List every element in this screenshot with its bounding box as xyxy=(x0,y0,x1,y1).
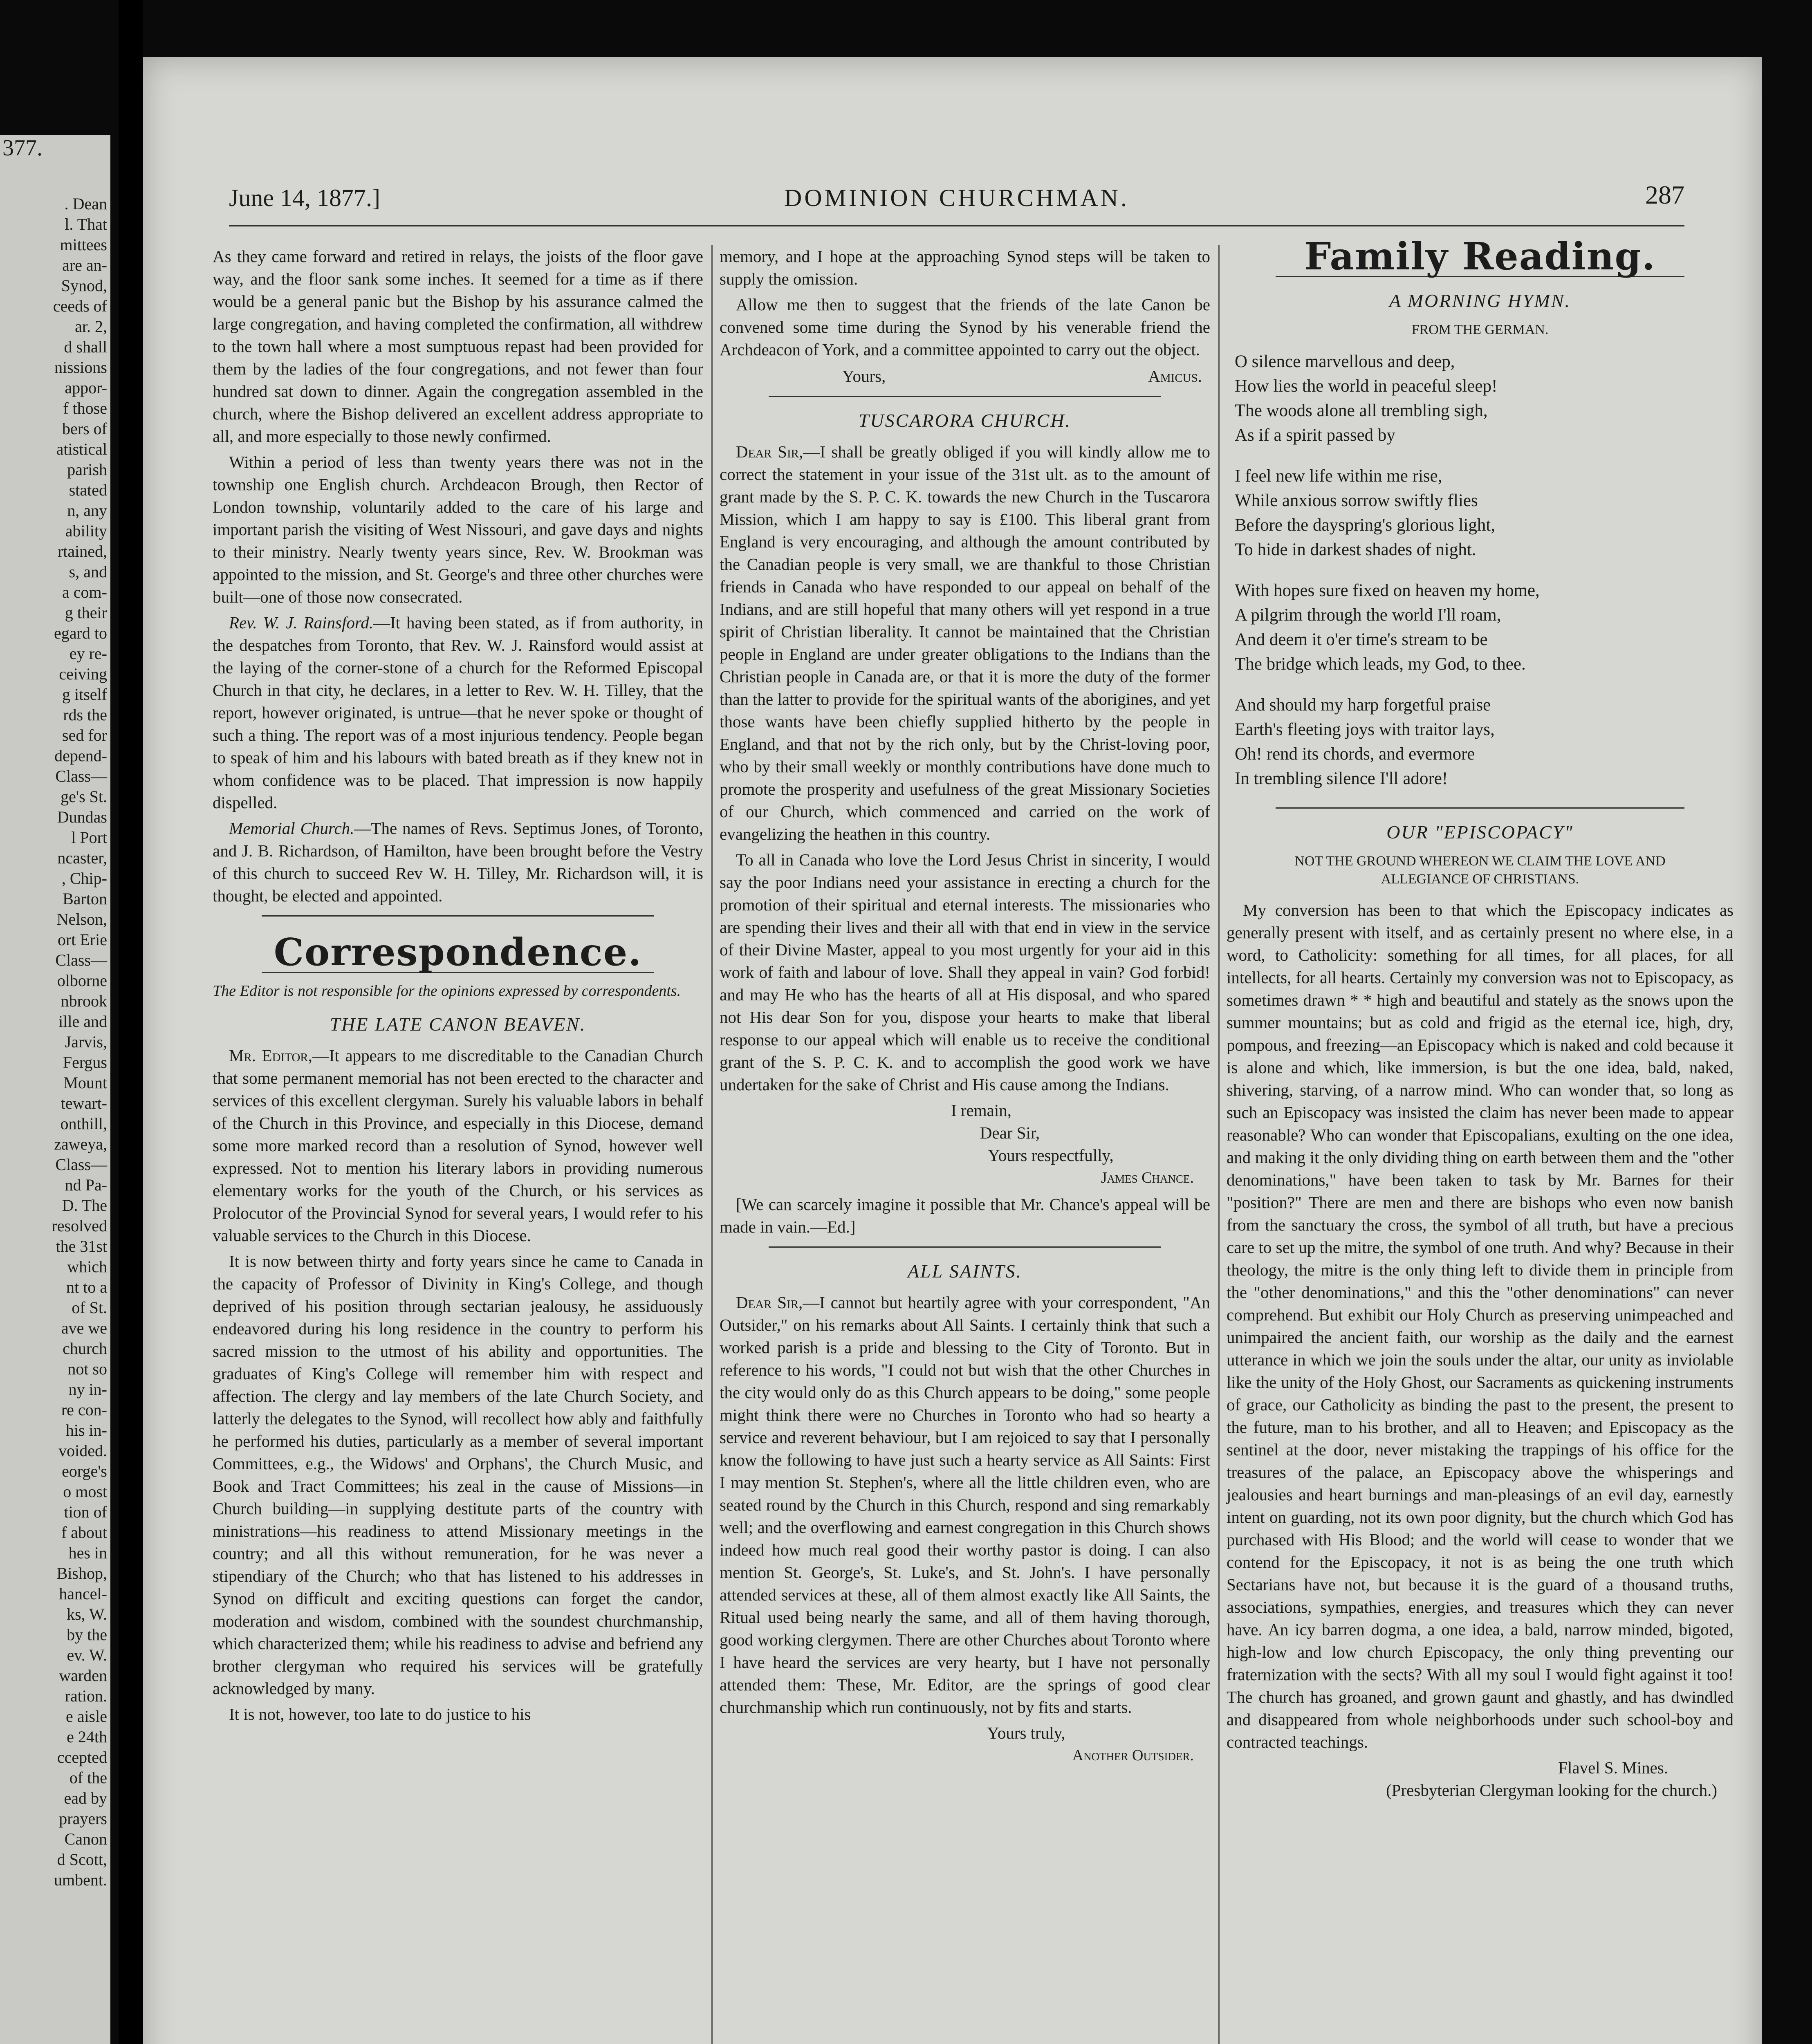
salutation: Mr. Editor, xyxy=(229,1046,312,1065)
poem-line: In trembling silence I'll adore! xyxy=(1235,769,1448,788)
adjacent-page-line: eorge's xyxy=(62,1462,107,1480)
adjacent-page-line: nbrook xyxy=(61,992,107,1010)
adjacent-page-line: ey re- xyxy=(69,644,107,663)
divider xyxy=(1276,807,1684,809)
adjacent-page-line: a com- xyxy=(62,583,107,601)
adjacent-page-line: ev. W. xyxy=(67,1646,107,1664)
adjacent-page-line: ccepted xyxy=(57,1748,107,1766)
adjacent-page-line: stated xyxy=(69,481,107,499)
divider xyxy=(769,396,1161,397)
adjacent-page-line: Barton xyxy=(63,890,107,908)
adjacent-page-line: parish xyxy=(67,460,107,479)
signature: Amicus. xyxy=(1148,367,1202,385)
closing: Yours, xyxy=(842,367,886,385)
item-heading: Rev. W. J. Rainsford. xyxy=(229,613,374,632)
adjacent-page-line: Fergus xyxy=(63,1053,107,1071)
poem-line: And deem it o'er time's stream to be xyxy=(1235,630,1488,649)
adjacent-page-line: rtained, xyxy=(57,542,107,560)
adjacent-page-line: e 24th xyxy=(67,1728,107,1746)
adjacent-page-line: Jarvis, xyxy=(65,1033,107,1051)
adjacent-page-line: o most xyxy=(63,1482,107,1501)
article-title: OUR "EPISCOPACY" xyxy=(1386,822,1574,843)
adjacent-page-line: ead by xyxy=(64,1789,107,1807)
adjacent-page-line: the 31st xyxy=(56,1237,107,1255)
adjacent-page-line: onthill, xyxy=(60,1114,107,1133)
adjacent-page-line: olborne xyxy=(57,971,107,990)
adjacent-page-line: depend- xyxy=(54,746,107,765)
poem-line: Earth's fleeting joys with traitor lays, xyxy=(1235,720,1495,739)
adjacent-page-lines xyxy=(0,194,110,1890)
adjacent-page-line: bers of xyxy=(62,419,107,438)
poem-stanza xyxy=(1235,578,1734,677)
column-right xyxy=(1227,234,1734,1802)
adjacent-page-line: e aisle xyxy=(65,1707,107,1726)
signature: Another Outsider. xyxy=(1072,1747,1194,1764)
paragraph-text: —The names of Revs. Septimus Jones, of Toronto, and J. B. Richardson, of Hamilton, have been brought before the Vestry of this church to succeed Rev W. H. Tilley, Mr. Richardson will, it is thought, be elected and appointed. xyxy=(213,819,703,905)
salutation: Dear Sir, xyxy=(736,1293,803,1312)
paragraph: Within a period of less than twenty years there was not in the township one English church. Archdeacon Brough, then Rector of London township, voluntarily added to the care of his large and important parish the visiting of West Nissouri, and gave days and nights to their ministry. Nearly twenty years since, Rev. W. Brookman was appointed to the mission, and St. George's and three other churches were built—one of those now consecrated. xyxy=(213,453,703,606)
paragraph: As they came forward and retired in relays, the joists of the floor gave way, and the floor sank some inches. It seemed for a time as if there would be a general panic but the Bishop by his assurance calmed the large congregation, and having completed the confirmation, all withdrew to the town hall where a most sumptuous repast had been provided for them by the ladies of the four congregations, and not fewer than four hundred sat down to dinner. Again the congregation assembled in the church, where the Bishop delivered an excellent address appropriate to all, and more especially to those newly confirmed. xyxy=(213,247,703,446)
adjacent-page-line: church xyxy=(63,1339,107,1358)
paragraph: It is now between thirty and forty years since he came to Canada in the capacity of Professor of Divinity in King's College, and though deprived of his position through sectarian jealousy, he assiduously endeavored during his long residence in the country to perform his sacred mission to the utmost of his ability and opportunities. The graduates of King's College will remember him with respect and affection. The clergy and lay members of the late Church Society, and latterly the delegates to the Synod, will recollect how ably and faithfully he performed his duties, particularly as a member of several important Committees, e.g., the Widows' and Orphans', the Church Music, and Book and Tract Committees; his zeal in the cause of Missions—in Church building—in supplying destitute parts of the country with ministrations—his readiness to attend Missionary meetings in the country; and all this without remuneration, for he was never a stipendiary of the Church; who that has listened to his addresses in Synod on difficult and exciting questions can forget the candor, moderation and wisdom, combined with the soundest churchmanship, which characterized them; while his readiness to advise and befriend any brother clergyman who required his services will be gratefully acknowledged by many. xyxy=(213,1252,703,1698)
poem-stanza xyxy=(1235,693,1734,791)
poem-line: The bridge which leads, my God, to thee. xyxy=(1235,654,1526,674)
adjacent-page-line: Bishop, xyxy=(56,1564,107,1582)
page-number: 287 xyxy=(1645,180,1684,209)
adjacent-page-line: Mount xyxy=(63,1074,107,1092)
adjacent-page-line: nissions xyxy=(54,358,107,377)
adjacent-page-line: ar. 2, xyxy=(75,317,107,336)
adjacent-page-line: nd Pa- xyxy=(65,1176,107,1194)
adjacent-page-line: ks, W. xyxy=(67,1605,107,1623)
binding-gutter xyxy=(119,0,143,2044)
adjacent-page-line: zaweya, xyxy=(54,1135,107,1153)
adjacent-page-line: nt to a xyxy=(66,1278,107,1296)
adjacent-page-line: tion of xyxy=(64,1503,107,1521)
column-middle xyxy=(720,245,1210,1771)
adjacent-page-line: d Scott, xyxy=(57,1850,107,1869)
adjacent-page-line: prayers xyxy=(59,1809,107,1828)
poem-line: And should my harp forgetful praise xyxy=(1235,695,1491,715)
article-title: ALL SAINTS. xyxy=(907,1261,1023,1282)
closing: Yours truly, xyxy=(987,1724,1065,1742)
adjacent-page-line: Dundas xyxy=(57,808,107,826)
paragraph-text: —It appears to me discreditable to the Canadian Church that some permanent memorial has not been erected to the character and services of this excellent clergyman. Surely his valuable labors in behalf of the Church in this Province, and especially in this Diocese, demand some more marked record than a resolution of Synod, however well expressed. Not to mention his literary labors in providing numerous elementary works for the youth of the Church, or his services as Prolocutor of the Provincial Synod for several years, I would refer to his valuable services to the Church in this Diocese. xyxy=(213,1046,703,1245)
adjacent-page-line: Synod, xyxy=(61,276,107,295)
adjacent-page-line: ceeds of xyxy=(53,297,107,315)
closing: Dear Sir, xyxy=(980,1123,1040,1142)
adjacent-page-line: atistical xyxy=(56,440,107,458)
adjacent-page-line: ge's St. xyxy=(61,787,107,806)
section-heading-family-reading: Family Reading. xyxy=(1304,234,1656,278)
paragraph: It is not, however, too late to do justice to his xyxy=(229,1705,531,1724)
adjacent-page-line: tewart- xyxy=(61,1094,107,1112)
adjacent-page-line: D. The xyxy=(62,1196,107,1215)
adjacent-page-line: ille and xyxy=(58,1012,107,1031)
poem-line: As if a spirit passed by xyxy=(1235,426,1395,445)
paragraph: Allow me then to suggest that the friends of the late Canon be convened some time during the Synod by his venerable friend the Archdeacon of York, and a committee appointed to carry out the object. xyxy=(720,295,1210,359)
poem-source: FROM THE GERMAN. xyxy=(1411,322,1549,337)
adjacent-page-line: umbent. xyxy=(54,1871,107,1889)
masthead-title: DOMINION CHURCHMAN. xyxy=(784,184,1130,211)
editor-note: [We can scarcely imagine it possible that Mr. Chance's appeal will be made in vain.—Ed.] xyxy=(720,1195,1210,1236)
signature-note: (Presbyterian Clergyman looking for the church.) xyxy=(1386,1781,1717,1800)
page-header xyxy=(229,180,1684,226)
adjacent-page-line: Class— xyxy=(55,1155,107,1174)
signature-block xyxy=(842,365,1202,388)
adjacent-page-line: Class— xyxy=(55,767,107,785)
poem-line: I feel new life within me rise, xyxy=(1235,466,1442,486)
adjacent-page-line: n, any xyxy=(67,501,107,520)
column-rule xyxy=(1218,245,1220,2044)
item-heading: Memorial Church. xyxy=(229,819,354,838)
poem-line: O silence marvellous and deep, xyxy=(1235,352,1455,371)
poem-line: Oh! rend its chords, and evermore xyxy=(1235,744,1475,764)
paragraph xyxy=(213,817,703,907)
adjacent-page-line: ny in- xyxy=(68,1380,107,1399)
paragraph-text: —I shall be greatly obliged if you will kindly allow me to correct the statement in your issue of the 31st ult. as to the amount of grant made by the S. P. C. K. towards the new Church in the Tuscarora Mission, which I am happy to say is £100. This liberal grant from England is very encouraging, and although the amount contributed by the Canadian people is very small, we are thankful to those Christian friends in Canada who have responded to our appeal on behalf of the Indians, and are still hopeful that many others will yet respond in a true spirit of Christian liberality. It cannot be maintained that the Christian people in England are under greater obligations to the Indians than the Christian people in Canada are, or that it is more the duty of the former than the latter to provide for the spiritual wants of the aborigines, and yet those wants have been chiefly supplied hitherto by the people in England, and that not by the rich only, but by the Christ-loving poor, who by their small weekly or monthly contributions have done much to promote the prosperity and usefulness of the great Missionary Societies of our Church, which commenced and carried on the work of evangelizing the heathen in this country. xyxy=(720,442,1210,843)
paragraph xyxy=(720,441,1210,845)
adjacent-page-line: his in- xyxy=(65,1421,107,1439)
adjacent-page-fragment xyxy=(0,135,110,2044)
adjacent-page-line: sed for xyxy=(62,726,107,744)
adjacent-page-line: voided. xyxy=(58,1441,107,1460)
adjacent-page-line: ncaster, xyxy=(57,849,107,867)
closing: I remain, xyxy=(951,1101,1011,1120)
adjacent-page-line: appor- xyxy=(65,379,107,397)
poem-line: Before the dayspring's glorious light, xyxy=(1235,515,1496,535)
paragraph: memory, and I hope at the approaching Synod steps will be taken to supply the omission. xyxy=(720,247,1210,288)
adjacent-page-line: s, and xyxy=(69,563,107,581)
article-title: TUSCARORA CHURCH. xyxy=(858,410,1072,431)
adjacent-page-line: Canon xyxy=(64,1830,107,1848)
section-heading-correspondence: Correspondence. xyxy=(274,930,642,974)
paragraph: My conversion has been to that which the Episcopacy indicates as generally present with itself, and as certainly present no where else, in a word, to Catholicity: something for all times, for all places, for all intellects, for all hearts. Certainly my conversion was not to Episcopacy, as sometimes drawn * * high and beautiful and stately as the snows upon the summer mountains; but as cold and frigid as the eternal ice, high, dry, pompous, and freezing—an Episcopacy which is naked and cold because it is alone and which, like immersion, is but the one idea, bald, naked, shivering, starving, of a narrow mind. Who can wonder that, so long as such an Episcopacy was insisted the claim has never been made to appear reasonable? Who can wonder that Episcopalians, exulting on the one idea, and making it the only dividing thing on earth between them and the "other denominations," have been taken to task by Mr. Barnes for their "position?" There are men and there are bishops who even now banish from the sanctuary the cross, the symbol of all truth, but have a precious care to set up the mitre, the symbol of one truth. And why? Because in their theology, the mitre is the only thing left to divide them in principle from the "other denominations," and this the "other denominations" can never comprehend. But exhibit our Holy Church as preserving unimpeached and unimpaired the ancient faith, our worship as the daily and the earnest utterance in which we join the souls under the altar, our unity as inviolable like the unity of the Holy Ghost, our Sacraments as quickening instruments of grace, our Catholicity as binding the past to the present, the present to the future, man to his brother, and all to Heaven; and Episcopacy as the sentinel at the door, never mistaking the trappings of his office for the treasures of the palace, an Episcopacy above the whisperings and jealousies and heart burnings and man-pleasings of an evil day, earnestly intent on guarding, not its own poor dignity, but the church which God has purchased with His Blood; and the world will cease to wonder that we contend for the Episcopacy, it not is as being the one truth which Sectarians have not, but because it is the guard of a thousand truths, associations, sympathies, energies, and treasures which they can never have. An icy barren dogma, a one idea, a bald, narrow minded, bigoted, high-low and low church Episcopacy, the only thing preventing our fraternization with the sects? With all my soul I would fight against it too! The church has groaned, and grown gaunt and ghastly, and has dwindled and disappeared from whole neighborhoods under such school-boy and contracted teachings. xyxy=(1227,901,1734,1751)
divider xyxy=(769,1246,1161,1248)
article-subtitle: NOT THE GROUND WHEREON WE CLAIM THE LOVE AND ALLEGIANCE OF CHRISTIANS. xyxy=(1294,854,1666,887)
paragraph xyxy=(213,612,703,814)
adjacent-page-line: egard to xyxy=(54,624,107,642)
adjacent-page-line: f those xyxy=(63,399,107,417)
poem-stanza xyxy=(1235,350,1734,448)
adjacent-page-line: which xyxy=(67,1257,107,1276)
adjacent-page-line: Nelson, xyxy=(56,910,107,928)
adjacent-page-line: of the xyxy=(69,1768,107,1787)
adjacent-page-line: Class— xyxy=(55,951,107,969)
poem-title: A MORNING HYMN. xyxy=(1389,290,1571,311)
adjacent-page-line: g their xyxy=(65,603,107,622)
adjacent-page-line: warden xyxy=(59,1666,107,1685)
adjacent-page-line: ceiving xyxy=(59,665,107,683)
adjacent-page-line: hes in xyxy=(68,1544,107,1562)
adjacent-page-line: not so xyxy=(67,1360,107,1378)
signature: James Chance. xyxy=(1101,1169,1194,1186)
adjacent-page-line: l Port xyxy=(71,828,107,847)
poem-stanza xyxy=(1235,464,1734,562)
adjacent-page-line: ave we xyxy=(61,1319,107,1337)
column-left xyxy=(213,245,703,1729)
header-date: June 14, 1877.] xyxy=(229,184,380,211)
editor-disclaimer: The Editor is not responsible for the opinions expressed by correspondents. xyxy=(213,982,681,1000)
poem-line: With hopes sure fixed on heaven my home, xyxy=(1235,581,1540,600)
column-rule xyxy=(711,245,713,2044)
adjacent-page-line: . Dean xyxy=(64,195,107,213)
poem-line: A pilgrim through the world I'll roam, xyxy=(1235,605,1501,625)
adjacent-page-line: d shall xyxy=(64,338,107,356)
paragraph: To all in Canada who love the Lord Jesus Christ in sincerity, I would say the poor Indians need your assistance in erecting a church for the promotion of their spiritual and eternal interests. The missionaries who are spending their lives and their all with that end in view in the service of their Divine Master, appeal to you most urgently for your aid in this work of faith and labour of love. Shall they appeal in vain? God forbid! and may He who has the hearts of all at His disposal, and who spared not His dear Son for you, dispose your hearts to make that liberal response to our appeal which will enable us to receive the conditional grant of the S. P. C. K. and to accomplish the good work we have undertaken for the sake of Christ and His cause among the Indians. xyxy=(720,850,1210,1094)
poem-line: To hide in darkest shades of night. xyxy=(1235,540,1476,559)
paragraph xyxy=(720,1291,1210,1719)
paragraph xyxy=(213,1044,703,1247)
adjacent-page-line: of St. xyxy=(72,1298,107,1317)
paragraph-text: —It having been stated, as if from authority, in the despatches from Toronto, that Rev. W. J. Rainsford would assist at the laying of the corner-stone of a church for the Reformed Episcopal Church in that city, he declares, in a letter to Rev. W. H. Tilley, that the report, however originated, is untrue—that he never spoke or thought of such a thing. The report was of a most injurious tendency. People began to speak of him and his labours with bated breath as if they knew not in whom confidence was to be placed. That impression is now happily dispelled. xyxy=(213,613,703,812)
adjacent-page-line: mittees xyxy=(60,235,107,254)
adjacent-page-line: f about xyxy=(61,1523,107,1542)
adjacent-page-line: ration. xyxy=(65,1687,107,1705)
adjacent-page-line: , Chip- xyxy=(61,869,107,888)
article-title: THE LATE CANON BEAVEN. xyxy=(330,1014,586,1035)
salutation: Dear Sir, xyxy=(736,442,803,461)
adjacent-page-line: ability xyxy=(65,522,107,540)
adjacent-page-header: 377. xyxy=(2,135,43,161)
signature: Flavel S. Mines. xyxy=(1558,1758,1668,1777)
poem-line: How lies the world in peaceful sleep! xyxy=(1235,377,1498,396)
poem-line: The woods alone all trembling sigh, xyxy=(1235,401,1488,420)
adjacent-page-line: l. That xyxy=(65,215,107,233)
adjacent-page-line: re con- xyxy=(61,1401,107,1419)
adjacent-page-line: g itself xyxy=(62,685,107,704)
adjacent-page-line: ort Erie xyxy=(57,930,107,949)
divider xyxy=(262,915,654,917)
closing: Yours respectfully, xyxy=(988,1146,1114,1165)
newspaper-page xyxy=(143,57,1762,2044)
paragraph-text: —I cannot but heartily agree with your correspondent, "An Outsider," on his remarks about All Saints. I certainly think that such a worked parish is a pride and blessing to the City of Toronto. But in reference to his words, "I could not but wish that the other Churches in the city would only do as this Church appears to be doing," some people might think there were no Churches in Toronto who had so hearty a service and reverent behaviour, but I am rejoiced to say that I personally know the following to have just such a hearty service as All Saints: First I may mention St. Stephen's, where all the little children even, who are seated round by the Church in this Church, respond and sing remarkably well; and the overflowing and earnest congregation in this Church shows indeed how much real good their worthy pastor is doing. I can also mention St. George's, St. Luke's, and St. John's. I have personally attended services at these, all of them almost exactly like All Saints, the Ritual used being nearly the same, and all of them having thorough, good working clergymen. There are other Churches about Toronto where I have heard the services are very hearty, but I have not personally attended them: These, Mr. Editor, are the springs of good clear churchmanship which run continuously, not by fits and starts. xyxy=(720,1293,1210,1717)
adjacent-page-line: resolved xyxy=(52,1217,107,1235)
adjacent-page-line: by the xyxy=(67,1625,107,1644)
adjacent-page-line: are an- xyxy=(62,256,107,274)
poem-line: While anxious sorrow swiftly flies xyxy=(1235,491,1478,510)
adjacent-page-line: rds the xyxy=(63,706,107,724)
adjacent-page-line: hancel- xyxy=(59,1585,107,1603)
